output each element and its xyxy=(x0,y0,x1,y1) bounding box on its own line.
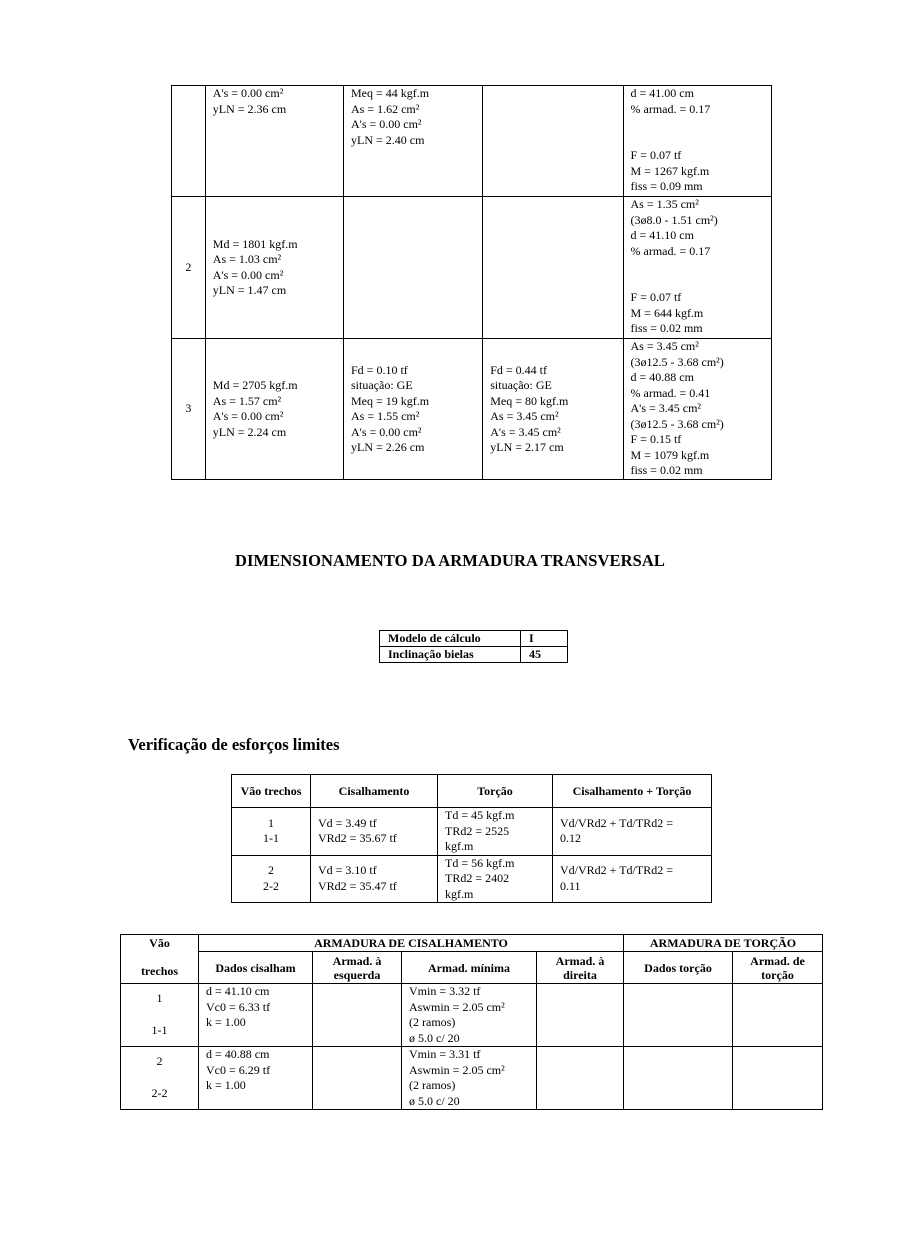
results-cell xyxy=(344,86,483,197)
section-title: DIMENSIONAMENTO DA ARMADURA TRANSVERSAL xyxy=(234,551,666,570)
shear-data-cell xyxy=(199,1047,313,1110)
cell-line: A's = 3.45 cm² xyxy=(630,401,702,415)
cell-line: F = 0.15 tf xyxy=(630,432,682,446)
header-shear-torsion: Cisalhamento + Torção xyxy=(553,775,712,808)
cell-line: Md = 1801 kgf.m xyxy=(212,236,298,251)
table-row xyxy=(380,631,568,647)
cell-line: As = 1.35 cm² xyxy=(630,197,699,211)
cell-line: As = 1.03 cm² xyxy=(212,252,282,266)
cell-line: As = 1.57 cm² xyxy=(212,393,282,408)
table-header-row xyxy=(121,952,823,984)
combined-cell xyxy=(553,808,712,856)
results-cell xyxy=(205,197,343,339)
cell-line: 1-1 xyxy=(263,831,279,846)
cell-line: Vd/VRd2 + Td/TRd2 = xyxy=(560,863,673,878)
cell-line: yLN = 2.26 cm xyxy=(351,440,425,454)
header-vao-trechos: Vão trechos xyxy=(232,775,311,808)
vao-number: 2 xyxy=(156,1054,163,1068)
table-row xyxy=(380,647,568,663)
results-cell xyxy=(623,86,772,197)
model-table xyxy=(379,630,568,663)
cell-line: A's = 0.00 cm² xyxy=(212,86,284,100)
header-vao xyxy=(121,935,199,984)
right-reinforcement-cell xyxy=(537,1047,624,1110)
cell-line: As = 1.62 cm² xyxy=(351,101,420,116)
torsion-cell xyxy=(438,808,553,856)
results-cell xyxy=(483,339,623,480)
header-torsion: Torção xyxy=(438,775,553,808)
vao-number: 1 xyxy=(156,991,163,1005)
table-header-row xyxy=(232,775,712,808)
cell-line: % armad. = 0.17 xyxy=(630,101,711,116)
cell-line: Meq = 80 kgf.m xyxy=(490,393,569,408)
span-number-cell: 3 xyxy=(172,339,206,480)
cell-line: Fd = 0.44 tf xyxy=(490,362,548,377)
header-shear-data: Dados cisalham xyxy=(199,952,313,984)
cell-line: (2 ramos) xyxy=(409,1015,456,1029)
vao-cell xyxy=(232,808,311,856)
left-reinforcement-cell xyxy=(313,984,402,1047)
cell-line: Td = 45 kgf.m xyxy=(445,808,515,822)
results-block xyxy=(631,197,765,290)
header-shear: Cisalhamento xyxy=(311,775,438,808)
cell-line: Meq = 44 kgf.m xyxy=(351,86,430,100)
results-cell xyxy=(344,339,483,480)
cell-line: yLN = 2.40 cm xyxy=(351,132,425,147)
table-row xyxy=(172,339,772,480)
trecho-label: 1-1 xyxy=(151,1022,168,1037)
cell-line: (3ø12.5 - 3.68 cm²) xyxy=(630,354,724,369)
cell-line: A's = 0.00 cm² xyxy=(351,424,422,439)
cell-line: Vc0 = 6.29 tf xyxy=(206,1062,271,1077)
cell-line: situação: GE xyxy=(351,378,413,392)
torsion-data-cell xyxy=(624,984,733,1047)
results-block xyxy=(631,148,765,195)
cell-line: Md = 2705 kgf.m xyxy=(212,378,298,392)
table-header-row xyxy=(121,935,823,952)
cell-line: As = 3.45 cm² xyxy=(630,339,699,353)
cell-line: F = 0.07 tf xyxy=(630,290,682,304)
results-cell xyxy=(205,86,343,197)
cell-line: situação: GE xyxy=(490,378,552,392)
left-reinforcement-cell xyxy=(313,1047,402,1110)
cell-line: VRd2 = 35.67 tf xyxy=(318,831,397,846)
results-cell xyxy=(483,197,623,339)
vao-cell xyxy=(232,855,311,903)
trecho-label: 2-2 xyxy=(151,1085,168,1100)
cell-line: ø 5.0 c/ 20 xyxy=(409,1030,460,1045)
model-label: Inclinação bielas xyxy=(380,647,521,663)
table-row xyxy=(232,808,712,856)
results-block xyxy=(631,290,765,337)
vao-cell xyxy=(121,1047,199,1110)
torsion-reinforcement-cell xyxy=(733,1047,823,1110)
header-left-reinforcement: Armad. à esquerda xyxy=(313,952,402,984)
results-block xyxy=(631,86,765,148)
cell-line: Td = 56 kgf.m xyxy=(445,855,515,870)
cell-line: TRd2 = 2525 xyxy=(445,823,510,838)
reinforcement-table xyxy=(120,934,823,1110)
cell-line: M = 1267 kgf.m xyxy=(630,163,710,178)
header-torsion-data: Dados torção xyxy=(624,952,733,984)
cell-line: A's = 0.00 cm² xyxy=(212,267,284,282)
min-reinforcement-cell xyxy=(402,1047,537,1110)
torsion-data-cell xyxy=(624,1047,733,1110)
cell-line: % armad. = 0.17 xyxy=(630,243,711,258)
cell-line: % armad. = 0.41 xyxy=(630,385,711,400)
cell-line: 0.11 xyxy=(560,878,581,893)
results-cell xyxy=(205,339,343,480)
header-shear-reinforcement: ARMADURA DE CISALHAMENTO xyxy=(199,935,624,952)
shear-data-cell xyxy=(199,984,313,1047)
min-reinforcement-cell xyxy=(402,984,537,1047)
cell-line: d = 41.10 cm xyxy=(206,984,270,998)
cell-line: Vc0 = 6.33 tf xyxy=(206,999,271,1014)
cell-line: Vd = 3.10 tf xyxy=(318,863,377,878)
cell-line: Fd = 0.10 tf xyxy=(351,362,408,377)
table-row xyxy=(232,855,712,903)
table-row xyxy=(121,984,823,1047)
cell-line: k = 1.00 xyxy=(206,1078,246,1092)
cell-line: Aswmin = 2.05 cm² xyxy=(409,1062,505,1077)
cell-line: 2 xyxy=(268,863,274,878)
cell-line: Aswmin = 2.05 cm² xyxy=(409,999,505,1014)
results-cell xyxy=(483,86,623,197)
verification-title: Verificação de esforços limites xyxy=(128,735,340,754)
cell-line: d = 40.88 cm xyxy=(206,1047,270,1061)
results-cell xyxy=(344,197,483,339)
shear-cell xyxy=(311,855,438,903)
table-row xyxy=(172,86,772,197)
cell-line: Vmin = 3.32 tf xyxy=(409,984,481,998)
torsion-reinforcement-cell xyxy=(733,984,823,1047)
header-min-reinforcement: Armad. mínima xyxy=(402,952,537,984)
cell-line: As = 1.55 cm² xyxy=(351,409,420,423)
cell-line: Vd/VRd2 + Td/TRd2 = xyxy=(560,815,673,830)
cell-line: yLN = 2.17 cm xyxy=(490,440,564,454)
cell-line: 2-2 xyxy=(263,878,279,893)
header-torsion-reinforcement: ARMADURA DE TORÇÃO xyxy=(624,935,823,952)
cell-line: k = 1.00 xyxy=(206,1015,246,1029)
shear-cell xyxy=(311,808,438,856)
right-reinforcement-cell xyxy=(537,984,624,1047)
cell-line: (3ø8.0 - 1.51 cm²) xyxy=(630,212,718,227)
cell-line: d = 41.10 cm xyxy=(630,228,694,242)
table-row xyxy=(121,1047,823,1110)
cell-line: 1 xyxy=(268,815,274,830)
combined-cell xyxy=(553,855,712,903)
span-number-cell: 2 xyxy=(172,197,206,339)
torsion-cell xyxy=(438,855,553,903)
cell-line: 0.12 xyxy=(560,831,581,846)
results-cell xyxy=(623,339,772,480)
cell-line: d = 40.88 cm xyxy=(630,370,694,384)
model-value: I xyxy=(521,631,568,647)
flexure-results-table xyxy=(171,85,772,480)
header-vao-label: Vão xyxy=(149,936,170,950)
cell-line: M = 1079 kgf.m xyxy=(630,447,710,462)
limit-forces-table xyxy=(231,774,712,903)
cell-line: (2 ramos) xyxy=(409,1078,456,1092)
cell-line: fiss = 0.09 mm xyxy=(630,179,703,193)
table-row xyxy=(172,197,772,339)
cell-line: yLN = 2.24 cm xyxy=(212,424,287,439)
cell-line: M = 644 kgf.m xyxy=(630,305,704,320)
cell-line: As = 3.45 cm² xyxy=(490,409,559,423)
model-label: Modelo de cálculo xyxy=(380,631,521,647)
cell-line: TRd2 = 2402 xyxy=(445,871,510,885)
cell-line: d = 41.00 cm xyxy=(630,86,694,100)
cell-line: VRd2 = 35.47 tf xyxy=(318,878,397,893)
model-value: 45 xyxy=(521,647,568,663)
cell-line: A's = 0.00 cm² xyxy=(351,117,422,131)
cell-line: yLN = 2.36 cm xyxy=(212,101,287,116)
cell-line: fiss = 0.02 mm xyxy=(630,463,703,477)
cell-line: yLN = 1.47 cm xyxy=(212,283,287,297)
vao-cell xyxy=(121,984,199,1047)
cell-line: A's = 3.45 cm² xyxy=(490,424,561,439)
cell-line: (3ø12.5 - 3.68 cm²) xyxy=(630,416,724,431)
cell-line: kgf.m xyxy=(445,839,474,853)
cell-line: fiss = 0.02 mm xyxy=(630,321,703,335)
header-right-reinforcement: Armad. à direita xyxy=(537,952,624,984)
results-cell xyxy=(623,197,772,339)
cell-line: Vmin = 3.31 tf xyxy=(409,1047,481,1061)
cell-line: kgf.m xyxy=(445,886,474,901)
cell-line: Meq = 19 kgf.m xyxy=(351,393,430,408)
cell-line: A's = 0.00 cm² xyxy=(212,409,284,423)
header-trechos-label: trechos xyxy=(140,964,179,978)
cell-line: Vd = 3.49 tf xyxy=(318,815,377,830)
cell-line: F = 0.07 tf xyxy=(630,148,682,162)
span-number-cell xyxy=(172,86,206,197)
header-torsion-reinforcement-col: Armad. de torção xyxy=(733,952,823,984)
cell-line: ø 5.0 c/ 20 xyxy=(409,1093,460,1108)
